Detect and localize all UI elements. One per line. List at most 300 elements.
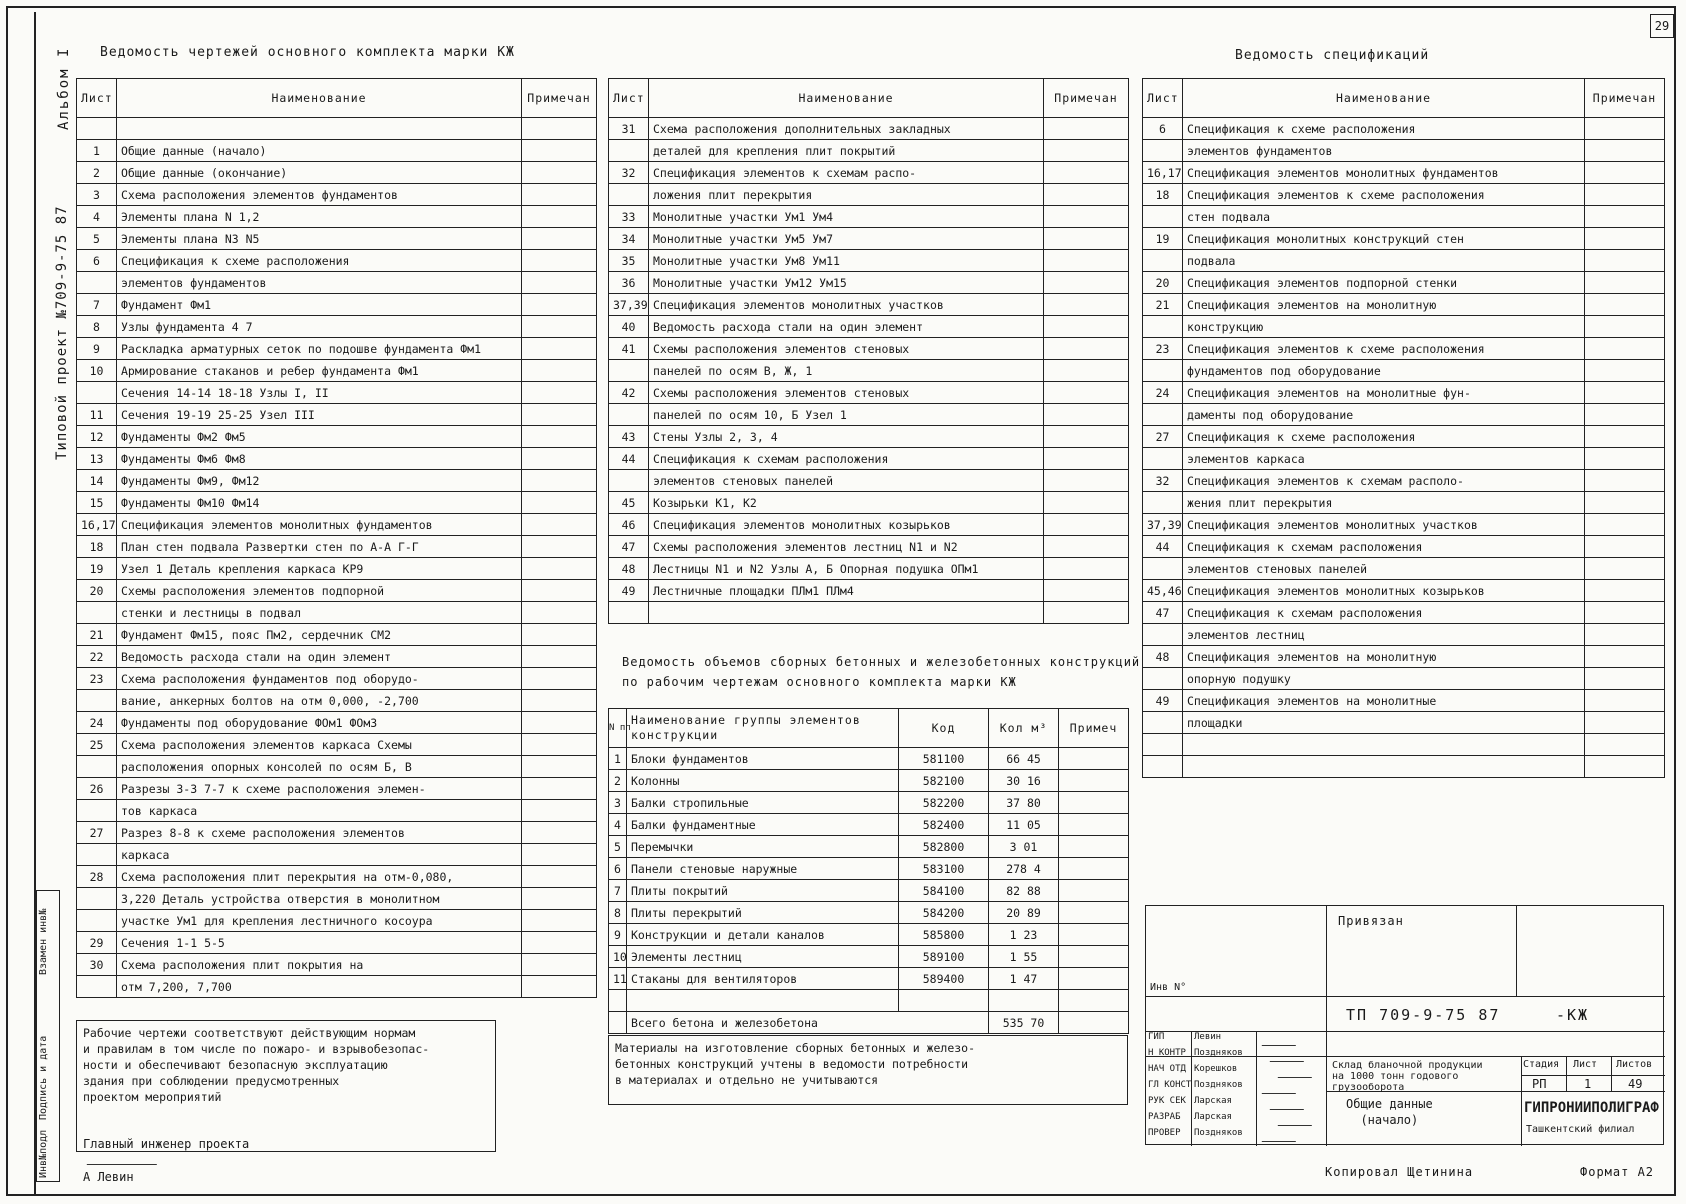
- cell-sheet: 20: [1143, 272, 1183, 294]
- cell-name: Схемы расположения элементов лестниц N1 и N2: [649, 536, 1044, 558]
- cell-name: Разрез 8-8 к схеме расположения элементов: [117, 822, 522, 844]
- cell-name: 3,220 Деталь устройства отверстия в монолитном: [117, 888, 522, 910]
- cell-group: Плиты покрытий: [627, 880, 899, 902]
- table-row: [77, 228, 597, 250]
- cell-note: [522, 316, 597, 338]
- volumes-table: [608, 708, 1129, 1034]
- cell-sheet: 45: [609, 492, 649, 514]
- cell-code: 589100: [899, 946, 989, 968]
- cell-name: каркаса: [117, 844, 522, 866]
- table-row: [609, 448, 1129, 470]
- table-row: [77, 338, 597, 360]
- cell-note: [522, 382, 597, 404]
- cell-note: [1044, 338, 1129, 360]
- cell-sheet: 27: [1143, 426, 1183, 448]
- cell-name: фундаментов под оборудование: [1183, 360, 1585, 382]
- cell-note: [1044, 470, 1129, 492]
- cell-name: Схема расположения дополнительных закладных: [649, 118, 1044, 140]
- cell-sheet: 14: [77, 470, 117, 492]
- cell-sheet: [1143, 624, 1183, 646]
- cell-sheet: 6: [1143, 118, 1183, 140]
- table-row: [77, 888, 597, 910]
- cell-sheet: 44: [609, 448, 649, 470]
- cell-note: [1585, 360, 1665, 382]
- table-row: [1143, 514, 1665, 536]
- cell-name: Элементы плана N3 N5: [117, 228, 522, 250]
- signature-mark: [1262, 1033, 1301, 1046]
- cell-sheet: [1143, 492, 1183, 514]
- cell-sheet: [1143, 712, 1183, 734]
- table-row: [1143, 360, 1665, 382]
- cell-name: План стен подвала Развертки стен по А-А Г-Г: [117, 536, 522, 558]
- cell-name: стен подвала: [1183, 206, 1585, 228]
- cell-note: [1585, 250, 1665, 272]
- cell-sheet: 45,46: [1143, 580, 1183, 602]
- cell-note: [1044, 272, 1129, 294]
- cell-qty: 66 45: [989, 748, 1059, 770]
- signature-mark: [1262, 1081, 1301, 1094]
- drawings-list-title: Ведомость чертежей основного комплекта марки КЖ: [100, 45, 515, 60]
- header-name: Наименование: [117, 79, 522, 118]
- cell-n: 11: [609, 968, 627, 990]
- table-row: [77, 602, 597, 624]
- cell-note: [522, 866, 597, 888]
- cell-code: [899, 990, 989, 1012]
- cell-name: Спецификация элементов монолитных участков: [649, 294, 1044, 316]
- table-row: [609, 536, 1129, 558]
- table-row: [609, 338, 1129, 360]
- cell-note: [1059, 858, 1129, 880]
- table-row: [1143, 536, 1665, 558]
- cell-note: [522, 206, 597, 228]
- header-sheet: Лист: [77, 79, 117, 118]
- table-row: [609, 880, 1129, 902]
- cell-sheet: 7: [77, 294, 117, 316]
- cell-sheet: 36: [609, 272, 649, 294]
- cell-n: 2: [609, 770, 627, 792]
- signature-mark: [1262, 1129, 1301, 1142]
- cell-n: 9: [609, 924, 627, 946]
- cell-sheet: [609, 470, 649, 492]
- cell-sheet: 8: [77, 316, 117, 338]
- cell-note: [1059, 836, 1129, 858]
- cell-note: [1044, 448, 1129, 470]
- cell-sheet: 46: [609, 514, 649, 536]
- cell-name: Схема расположения элементов каркаса Схемы: [117, 734, 522, 756]
- cell-note: [1585, 756, 1665, 778]
- cell-note: [1585, 470, 1665, 492]
- cell-code: 582200: [899, 792, 989, 814]
- table-row: [77, 690, 597, 712]
- cell-sheet: 18: [1143, 184, 1183, 206]
- cell-note: [1585, 734, 1665, 756]
- cell-sheet: 28: [77, 866, 117, 888]
- cell-sheet: [77, 976, 117, 998]
- sheet-value: 1: [1584, 1077, 1592, 1091]
- table-row: [77, 316, 597, 338]
- header-note: Примечан: [522, 79, 597, 118]
- cell-sheet: 32: [609, 162, 649, 184]
- cell-note: [522, 822, 597, 844]
- cell-sheet: 24: [1143, 382, 1183, 404]
- cell-name: Фундамент Фм15, пояс Пм2, сердечник СМ2: [117, 624, 522, 646]
- signature-mark: [1270, 1049, 1309, 1062]
- sheet-title: Общие данные (начало): [1346, 1097, 1433, 1127]
- table-row: [77, 514, 597, 536]
- sheet-format: Формат А2: [1580, 1165, 1655, 1179]
- cell-note: [1585, 206, 1665, 228]
- cell-name: Спецификация элементов монолитных козырьков: [1183, 580, 1585, 602]
- cell-note: [1044, 140, 1129, 162]
- role-label: ПРОВЕР: [1148, 1128, 1181, 1138]
- cell-sheet: 25: [77, 734, 117, 756]
- cell-name: Спецификация монолитных конструкций стен: [1183, 228, 1585, 250]
- org-branch: Ташкентский филиал: [1526, 1124, 1635, 1135]
- cell-qty: 37 80: [989, 792, 1059, 814]
- table-row: [77, 580, 597, 602]
- table-row: [77, 162, 597, 184]
- table-row: [77, 646, 597, 668]
- header-sheet: Лист: [609, 79, 649, 118]
- cell-sheet: [1143, 316, 1183, 338]
- cell-name: Фундаменты под оборудование ФОм1 ФОм3: [117, 712, 522, 734]
- cell-sheet: 37,39: [609, 294, 649, 316]
- table-row: [1143, 646, 1665, 668]
- cell-sheet: 10: [77, 360, 117, 382]
- table-row: [77, 976, 597, 998]
- cell-note: [1585, 558, 1665, 580]
- cell-sheet: 47: [1143, 602, 1183, 624]
- cell-qty: 82 88: [989, 880, 1059, 902]
- cell-n: 1: [609, 748, 627, 770]
- cell-sheet: [609, 184, 649, 206]
- cell-qty: 278 4: [989, 858, 1059, 880]
- table-header-row: [609, 79, 1129, 118]
- cell-note: [522, 778, 597, 800]
- cell-sheet: 23: [77, 668, 117, 690]
- cell-sheet: [1143, 668, 1183, 690]
- table-row: [609, 858, 1129, 880]
- cell-name: Схема расположения плит перекрытия на отм-0,080,: [117, 866, 522, 888]
- table-row: [1143, 712, 1665, 734]
- cell-sheet: 16,17: [77, 514, 117, 536]
- cell-sheet: [1143, 360, 1183, 382]
- cell-name: [1183, 756, 1585, 778]
- table-row: [1143, 162, 1665, 184]
- table-row: [77, 206, 597, 228]
- cell-sheet: [1143, 558, 1183, 580]
- cell-note: [522, 470, 597, 492]
- table-row: [1143, 382, 1665, 404]
- cell-group: Колонны: [627, 770, 899, 792]
- object-name: Склад бланочной продукции на 1000 тонн годового грузооборота: [1332, 1060, 1483, 1093]
- role-label: ГИП: [1148, 1032, 1165, 1042]
- cell-sheet: 19: [77, 558, 117, 580]
- cell-group: Балки фундаментные: [627, 814, 899, 836]
- cell-note: [522, 426, 597, 448]
- table-row: [609, 924, 1129, 946]
- table-row: [1143, 734, 1665, 756]
- cell-name: Ведомость расхода стали на один элемент: [649, 316, 1044, 338]
- table-row: [77, 404, 597, 426]
- doc-mark: -КЖ: [1556, 1006, 1590, 1024]
- cell-qty: 3 01: [989, 836, 1059, 858]
- role-label: Н КОНТР: [1148, 1048, 1186, 1058]
- cell-note: [522, 690, 597, 712]
- cell-name: Спецификация элементов на монолитную: [1183, 294, 1585, 316]
- cell-note: [1585, 272, 1665, 294]
- title-block: [1145, 905, 1664, 1145]
- chief-label: Главный инженер проекта: [83, 1137, 250, 1151]
- cell-note: [522, 646, 597, 668]
- cell-sheet: 44: [1143, 536, 1183, 558]
- cell-note: [1585, 602, 1665, 624]
- doc-code: ТП 709-9-75 87: [1346, 1006, 1501, 1024]
- cell-note: [1059, 946, 1129, 968]
- table-row: [77, 448, 597, 470]
- table-row: [77, 778, 597, 800]
- cell-name: Лестничные площадки ПЛм1 ПЛм4: [649, 580, 1044, 602]
- specs-table: [1142, 78, 1665, 778]
- cell-name: отм 7,200, 7,700: [117, 976, 522, 998]
- cell-sheet: 41: [609, 338, 649, 360]
- inv-field-3: Взамен инв№: [38, 908, 49, 975]
- cell-name: элементов фундаментов: [117, 272, 522, 294]
- cell-sheet: 37,39: [1143, 514, 1183, 536]
- drawings-table-left: [76, 78, 597, 998]
- table-header-row: [1143, 79, 1665, 118]
- role-label: РУК СЕК: [1148, 1096, 1186, 1106]
- cell-n: 3: [609, 792, 627, 814]
- cell-code: 582800: [899, 836, 989, 858]
- cell-n: 4: [609, 814, 627, 836]
- table-row: [609, 184, 1129, 206]
- page-number: 29: [1650, 14, 1674, 38]
- table-row: [1143, 624, 1665, 646]
- cell-name: даменты под оборудование: [1183, 404, 1585, 426]
- cell-note: [1585, 294, 1665, 316]
- table-row: [1143, 602, 1665, 624]
- cell-sheet: [77, 690, 117, 712]
- volumes-title-2: по рабочим чертежам основного комплекта марки КЖ: [622, 675, 1017, 689]
- cell-name: Схемы расположения элементов стеновых: [649, 382, 1044, 404]
- cell-note: [1044, 360, 1129, 382]
- cell-note: [1585, 580, 1665, 602]
- table-row: [609, 836, 1129, 858]
- cell-name: Спецификация к схеме расположения: [117, 250, 522, 272]
- cell-note: [1044, 602, 1129, 624]
- cell-sheet: 23: [1143, 338, 1183, 360]
- table-row: [609, 580, 1129, 602]
- cell-name: Схемы расположения элементов подпорной: [117, 580, 522, 602]
- cell-note: [522, 712, 597, 734]
- cell-name: Спецификация к схеме расположения: [1183, 426, 1585, 448]
- signature-mark: [1278, 1065, 1317, 1078]
- cell-sheet: [1143, 250, 1183, 272]
- table-row: [1143, 272, 1665, 294]
- role-label: РАЗРАБ: [1148, 1112, 1181, 1122]
- cell-sheet: 22: [77, 646, 117, 668]
- cell-name: Схема расположения элементов фундаментов: [117, 184, 522, 206]
- cell-name: Спецификация к схемам расположения: [649, 448, 1044, 470]
- cell-code: 589400: [899, 968, 989, 990]
- cell-note: [1585, 624, 1665, 646]
- cell-note: [522, 954, 597, 976]
- cell-name: расположения опорных консолей по осям Б, В: [117, 756, 522, 778]
- cell-name: Фундаменты Фм2 Фм5: [117, 426, 522, 448]
- cell-name: деталей для крепления плит покрытий: [649, 140, 1044, 162]
- cell-note: [522, 140, 597, 162]
- header-note: Примеч: [1059, 709, 1129, 748]
- table-row: [609, 514, 1129, 536]
- cell-name: Фундаменты Фм6 Фм8: [117, 448, 522, 470]
- cell-name: Стены Узлы 2, 3, 4: [649, 426, 1044, 448]
- cell-qty: 1 55: [989, 946, 1059, 968]
- cell-name: Спецификация элементов к схеме расположения: [1183, 184, 1585, 206]
- cell-name: Спецификация элементов к схемам располо-: [1183, 470, 1585, 492]
- cell-qty: [989, 990, 1059, 1012]
- cell-qty: 11 05: [989, 814, 1059, 836]
- cell-sheet: 18: [77, 536, 117, 558]
- cell-note: [1585, 382, 1665, 404]
- cell-note: [1059, 814, 1129, 836]
- cell-sheet: [77, 844, 117, 866]
- cell-sheet: 31: [609, 118, 649, 140]
- cell-name: участке Ум1 для крепления лестничного косоура: [117, 910, 522, 932]
- cell-note: [522, 250, 597, 272]
- cell-code: 581100: [899, 748, 989, 770]
- role-person: Корешков: [1194, 1064, 1238, 1074]
- cell-note: [1044, 426, 1129, 448]
- cell-note: [1585, 426, 1665, 448]
- table-row: [1143, 404, 1665, 426]
- cell-note: [1059, 880, 1129, 902]
- cell-name: Общие данные (начало): [117, 140, 522, 162]
- cell-note: [522, 910, 597, 932]
- cell-name: Схема расположения плит покрытия на: [117, 954, 522, 976]
- cell-qty: 1 47: [989, 968, 1059, 990]
- cell-sheet: [77, 602, 117, 624]
- table-row: [609, 602, 1129, 624]
- cell-note: [1585, 162, 1665, 184]
- stage-value: РП: [1532, 1077, 1547, 1091]
- cell-sheet: 43: [609, 426, 649, 448]
- cell-note: [522, 800, 597, 822]
- cell-n: 7: [609, 880, 627, 902]
- header-qty: Кол м³: [989, 709, 1059, 748]
- cell-name: Элементы плана N 1,2: [117, 206, 522, 228]
- cell-name: Спецификация элементов монолитных фундаментов: [117, 514, 522, 536]
- cell-n: 5: [609, 836, 627, 858]
- cell-name: конструкцию: [1183, 316, 1585, 338]
- cell-note: [1044, 558, 1129, 580]
- cell-name: панелей по осям В, Ж, 1: [649, 360, 1044, 382]
- cell-sheet: 1: [77, 140, 117, 162]
- cell-note: [522, 162, 597, 184]
- cell-name: элементов стеновых панелей: [649, 470, 1044, 492]
- table-row: [609, 792, 1129, 814]
- table-row: [1143, 250, 1665, 272]
- cell-name: Разрезы 3-3 7-7 к схеме расположения элемен-: [117, 778, 522, 800]
- cell-note: [1044, 184, 1129, 206]
- table-header-row: [609, 709, 1129, 748]
- cell-note: [1044, 118, 1129, 140]
- table-row: [77, 756, 597, 778]
- header-group: Наименование группы элементов конструкции: [627, 709, 899, 748]
- cell-name: Спецификация элементов к схеме расположения: [1183, 338, 1585, 360]
- cell-name: Спецификация элементов на монолитные: [1183, 690, 1585, 712]
- cell-group: Стаканы для вентиляторов: [627, 968, 899, 990]
- header-name: Наименование: [649, 79, 1044, 118]
- cell-note: [1585, 184, 1665, 206]
- cell-name: элементов лестниц: [1183, 624, 1585, 646]
- cell-sheet: [609, 360, 649, 382]
- cell-sheet: 30: [77, 954, 117, 976]
- table-row: [609, 770, 1129, 792]
- cell-name: Фундамент Фм1: [117, 294, 522, 316]
- table-row: [1143, 668, 1665, 690]
- total-label: Всего бетона и железобетона: [627, 1012, 989, 1034]
- cell-qty: 20 89: [989, 902, 1059, 924]
- inv-field-2: Подпись и дата: [38, 1035, 49, 1120]
- cell-note: [522, 602, 597, 624]
- cell-sheet: 9: [77, 338, 117, 360]
- table-row: [77, 822, 597, 844]
- cell-sheet: 21: [77, 624, 117, 646]
- cell-group: Конструкции и детали каналов: [627, 924, 899, 946]
- cell-name: ложения плит перекрытия: [649, 184, 1044, 206]
- chief-signature: [87, 1152, 162, 1165]
- cell-note: [522, 492, 597, 514]
- cell-name: подвала: [1183, 250, 1585, 272]
- cell-note: [522, 536, 597, 558]
- sheets-label: Листов: [1616, 1059, 1653, 1070]
- table-row: [77, 294, 597, 316]
- cell-sheet: 5: [77, 228, 117, 250]
- org-name: ГИПРОНИИПОЛИГРАФ: [1524, 1100, 1659, 1116]
- specs-list-title: Ведомость спецификаций: [1235, 48, 1430, 63]
- cell-sheet: [77, 118, 117, 140]
- cell-name: Спецификация к схеме расположения: [1183, 118, 1585, 140]
- cell-note: [1585, 404, 1665, 426]
- cell-sheet: 11: [77, 404, 117, 426]
- cell-note: [522, 624, 597, 646]
- cell-sheet: 35: [609, 250, 649, 272]
- cell-note: [1044, 206, 1129, 228]
- cell-note: [1585, 316, 1665, 338]
- cell-note: [522, 888, 597, 910]
- table-row: [77, 118, 597, 140]
- cell-note: [1059, 924, 1129, 946]
- cell-note: [1585, 536, 1665, 558]
- cell-sheet: 20: [77, 580, 117, 602]
- cell-note: [1585, 690, 1665, 712]
- table-row: [1143, 118, 1665, 140]
- table-row: [77, 844, 597, 866]
- header-sheet: Лист: [1143, 79, 1183, 118]
- cell-note: [1585, 668, 1665, 690]
- cell-note: [1585, 514, 1665, 536]
- cell-name: Фундаменты Фм10 Фм14: [117, 492, 522, 514]
- cell-sheet: 2: [77, 162, 117, 184]
- cell-note: [522, 294, 597, 316]
- table-row: [1143, 470, 1665, 492]
- bound-label: Привязан: [1338, 914, 1404, 928]
- table-row: [77, 360, 597, 382]
- cell-sheet: 48: [609, 558, 649, 580]
- header-note: Примечан: [1585, 79, 1665, 118]
- sheets-value: 49: [1628, 1077, 1643, 1091]
